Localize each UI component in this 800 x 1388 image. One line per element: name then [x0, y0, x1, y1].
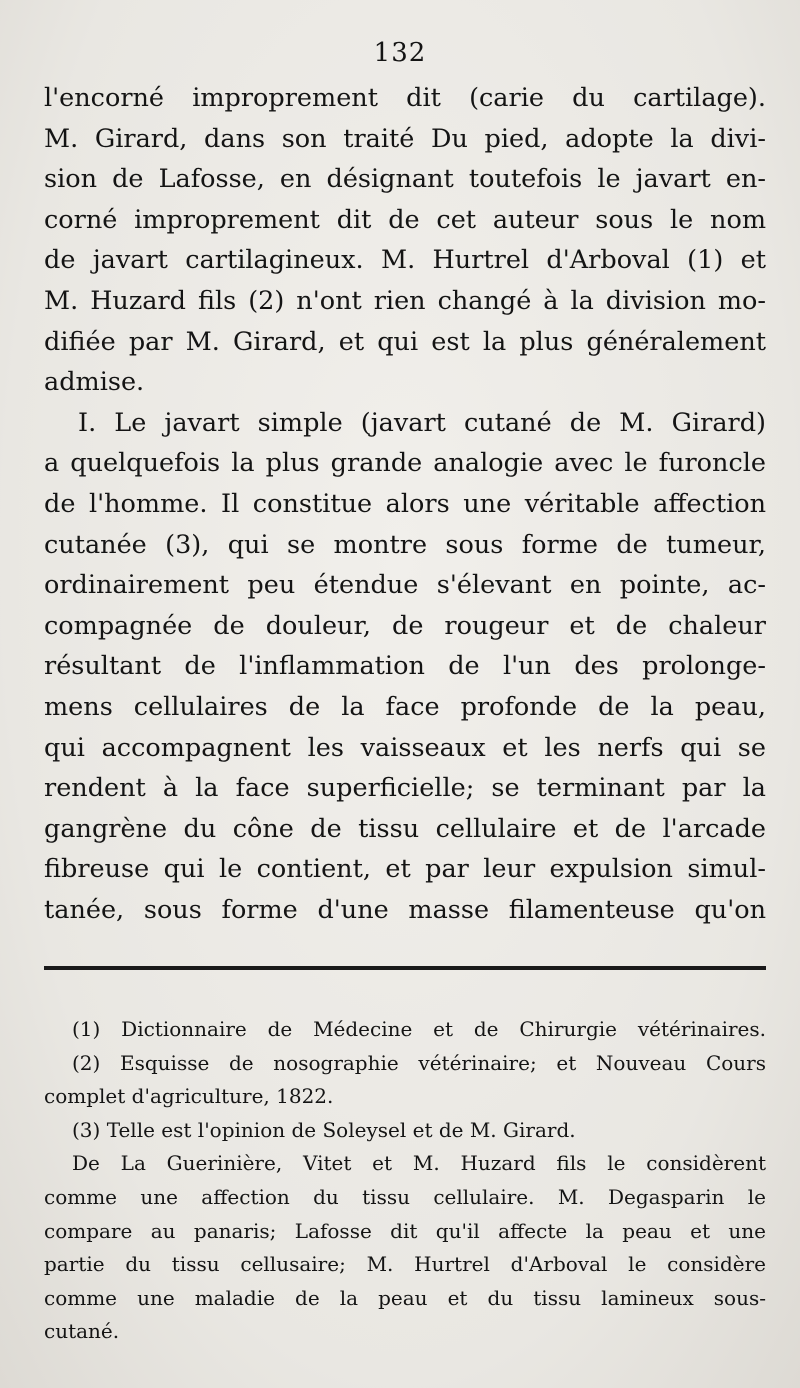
main-text [44, 78, 766, 930]
text-line: qui accompagnent les vaisseaux et les nerfs qui se [44, 732, 766, 763]
text-line: tanée, sous forme d'une masse filamenteuse qu'on [44, 894, 766, 925]
text-line: gangrène du cône de tissu cellulaire et de l'arcade [44, 813, 766, 844]
text-line: cutanée (3), qui se montre sous forme de tumeur, [44, 529, 766, 560]
footnote-line: De La Guerinière, Vitet et M. Huzard fils le considèrent [72, 1151, 766, 1176]
text-line: de l'homme. Il constitue alors une véritable affection [44, 488, 766, 519]
footnote-divider [44, 966, 766, 970]
text-line: M. Girard, dans son traité Du pied, adopte la divi- [44, 123, 766, 154]
text-line: M. Huzard fils (2) n'ont rien changé à la division mo- [44, 285, 766, 316]
footnote-line: (1) Dictionnaire de Médecine et de Chirurgie vétérinaires. [72, 1017, 766, 1041]
text-line: de javart cartilagineux. M. Hurtrel d'Arboval (1) et [44, 245, 766, 276]
footnotes [44, 1013, 766, 1349]
text-line: mens cellulaires de la face profonde de la peau, [44, 691, 766, 722]
footnote-line: compare au panaris; Lafosse dit qu'il affecte la peau et une [44, 1218, 766, 1243]
text-line: rendent à la face superficielle; se terminant par la [44, 773, 766, 804]
text-line: ordinairement peu étendue s'élevant en pointe, ac- [44, 570, 766, 601]
text-line: a quelquefois la plus grande analogie avec le furoncle [44, 448, 766, 479]
text-line: corné improprement dit de cet auteur sous le nom [44, 204, 766, 235]
footnote-line: (3) Telle est l'opinion de Soleysel et de M. Girard. [72, 1117, 576, 1142]
text-line: l'encorné improprement dit (carie du cartilage). [44, 83, 766, 113]
text-line: I. Le javart simple (javart cutané de M. Girard) [78, 407, 766, 438]
text-line: admise. [44, 367, 145, 398]
text-line: sion de Lafosse, en désignant toutefois le javart en- [44, 164, 766, 195]
footnote-line: cutané. [44, 1319, 120, 1344]
footnote-line: (2) Esquisse de nosographie vétérinaire; et Nouveau Cours [72, 1050, 766, 1075]
footnote-line: comme une maladie de la peau et du tissu lamineux sous- [44, 1285, 766, 1310]
text-line: compagnée de douleur, de rougeur et de chaleur [44, 610, 766, 641]
text-line: résultant de l'inflammation de l'un des prolonge- [44, 651, 766, 682]
text-line: fibreuse qui le contient, et par leur expulsion simul- [44, 854, 766, 885]
footnote-line: complet d'agriculture, 1822. [44, 1084, 334, 1109]
footnote-line: comme une affection du tissu cellulaire. M. Degasparin le [44, 1184, 766, 1209]
page-number: 132 [373, 38, 427, 68]
footnote-line: partie du tissu cellusaire; M. Hurtrel d'Arboval le considère [44, 1252, 766, 1277]
text-line: difiée par M. Girard, et qui est la plus généralement [44, 326, 766, 357]
